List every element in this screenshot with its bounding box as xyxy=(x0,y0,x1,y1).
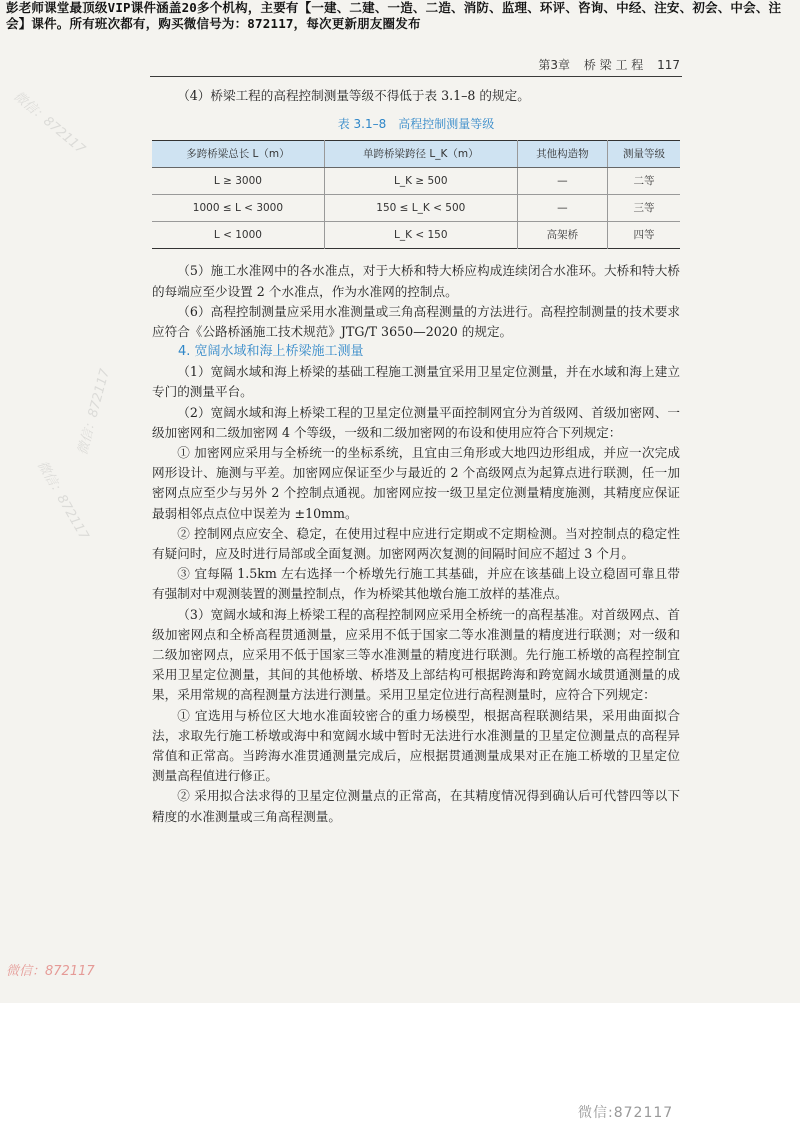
table-cell: 三等 xyxy=(608,195,680,222)
section4-subitem-1: ① 宜选用与桥位区大地水准面较密合的重力场模型，根据高程联测结果，采用曲面拟合法，求取先行施工桥墩或海中和宽阔水域中暂时无法进行水准测量的卫星定位测量点的高程异常值和正常高。当跨海水准贯通测量完成后，应根据贯通测量成果对正在施工桥墩的卫星定位测量高程值进行修正。 xyxy=(152,707,680,784)
table-header-cell: 单跨桥梁跨径 L_K（m） xyxy=(324,141,517,168)
section4-item-3: ③ 宜每隔 1.5km 左右选择一个桥墩先行施工其基础，并应在该基础上设立稳固可靠且带有强制对中观测装置的测量控制点，作为桥梁其他墩台施工放样的基准点。 xyxy=(152,566,680,602)
paragraph-5: （5）施工水准网中的各水准点，对于大桥和特大桥应构成连续闭合水准环。大桥和特大桥的每端应至少设置 2 个水准点，作为水准网的控制点。 xyxy=(152,263,680,299)
paragraph-6: （6）高程控制测量应采用水准测量或三角高程测量的方法进行。高程控制测量的技术要求应符合《公路桥涵施工技术规范》JTG/T 3650—2020 的规定。 xyxy=(152,303,680,340)
table-header-row xyxy=(152,141,680,168)
chapter-title: 桥 梁 工 程 xyxy=(583,58,644,72)
table-cell: — xyxy=(517,195,607,222)
section4-paragraph-2: （2）宽阔水域和海上桥梁工程的卫星定位测量平面控制网宜分为首级网、首级加密网、一级加密网和二级加密网 4 个等级，一级和二级加密网的布设和使用应符合下列规定： xyxy=(152,404,680,440)
section4-item-1: ① 加密网应采用与全桥统一的坐标系统，且宜由三角形或大地四边形组成，并应一次完成网形设计、施测与平差。加密网应保证至少与最近的 2 个高级网点为起算点进行联测，任一加密网点应至少与另外 2 个控制点通视。加密网应按一级卫星定位测量精度施测，其精度应保证最弱相邻点点位中误差为 ±10mm。 xyxy=(152,445,680,521)
table-cell: 150 ≤ L_K < 500 xyxy=(324,195,517,222)
section4-item-2: ② 控制网点应安全、稳定，在使用过程中应进行定期或不定期检测。当对控制点的稳定性有疑问时，应及时进行局部或全面复测。加密网两次复测的间隔时间应不超过 3 个月。 xyxy=(152,525,680,562)
paragraph-4: （4）桥梁工程的高程控制测量等级不得低于表 3.1–8 的规定。 xyxy=(177,88,530,103)
elevation-grade-table xyxy=(152,140,680,249)
footer-watermark: 微信:872117 xyxy=(578,1105,674,1121)
chapter-number: 第3章 xyxy=(538,58,570,72)
table-row xyxy=(152,195,680,222)
section4-paragraph-1: （1）宽阔水域和海上桥梁的基础工程施工测量宜采用卫星定位测量，并在水域和海上建立专门的测量平台。 xyxy=(152,364,680,400)
table-cell: 1000 ≤ L < 3000 xyxy=(152,195,324,222)
table-caption: 表 3.1–8 高程控制测量等级 xyxy=(337,117,495,132)
section-title: 4. 宽阔水域和海上桥梁施工测量 xyxy=(178,344,364,360)
page-number: 117 xyxy=(657,58,680,72)
table-cell: L ≥ 3000 xyxy=(152,168,324,195)
table-header-cell: 多跨桥梁总长 L（m） xyxy=(152,141,324,168)
section4-subitem-2: ② 采用拟合法求得的卫星定位测量点的正常高，在其精度情况得到确认后可代替四等以下精度的水准测量或三角高程测量。 xyxy=(152,788,680,824)
page-header xyxy=(150,56,680,76)
section4-paragraph-3: （3）宽阔水域和海上桥梁工程的高程控制网应采用全桥统一的高程基准。对首级网点、首级加密网点和全桥高程贯通测量，应采用不低于国家二等水准测量的精度进行联测；对一级和二级加密网点，应采用不低于国家三等水准测量的精度进行联测。先行施工桥墩的高程控制宜采用卫星定位测量，其间的其他桥墩、桥塔及上部结构可根据跨海和跨宽阔水域贯通测量的成果，采用常规的高程测量方法进行测量。采用卫星定位进行高程测量时，应符合下列规定： xyxy=(152,606,680,703)
table-header-cell: 测量等级 xyxy=(608,141,680,168)
table-header-cell: 其他构造物 xyxy=(517,141,607,168)
watermark: 微信：872117 xyxy=(33,458,92,543)
table-cell: L < 1000 xyxy=(152,222,324,249)
table-cell: — xyxy=(517,168,607,195)
table-row xyxy=(152,168,680,195)
watermark: 微信：872117 xyxy=(10,88,88,158)
table-cell: 二等 xyxy=(608,168,680,195)
table-cell: 高架桥 xyxy=(517,222,607,249)
top-banner: 彭老师课堂最顶级VIP课件涵盖20多个机构，主要有【一建、二建、一造、二造、消防、监理、环评、咨询、中经、注安、初会、中会、注会】课件。所有班次都有，购买微信号为：872117，每次更新朋友圈发布 xyxy=(6,0,782,31)
table-cell: 四等 xyxy=(608,222,680,249)
watermark: 微信：872117 xyxy=(6,964,95,979)
watermark: 微信：872117 xyxy=(75,367,113,457)
table-row xyxy=(152,222,680,249)
header-divider xyxy=(150,76,682,77)
page-body xyxy=(152,86,680,827)
table-cell: L_K < 150 xyxy=(324,222,517,249)
table-cell: L_K ≥ 500 xyxy=(324,168,517,195)
